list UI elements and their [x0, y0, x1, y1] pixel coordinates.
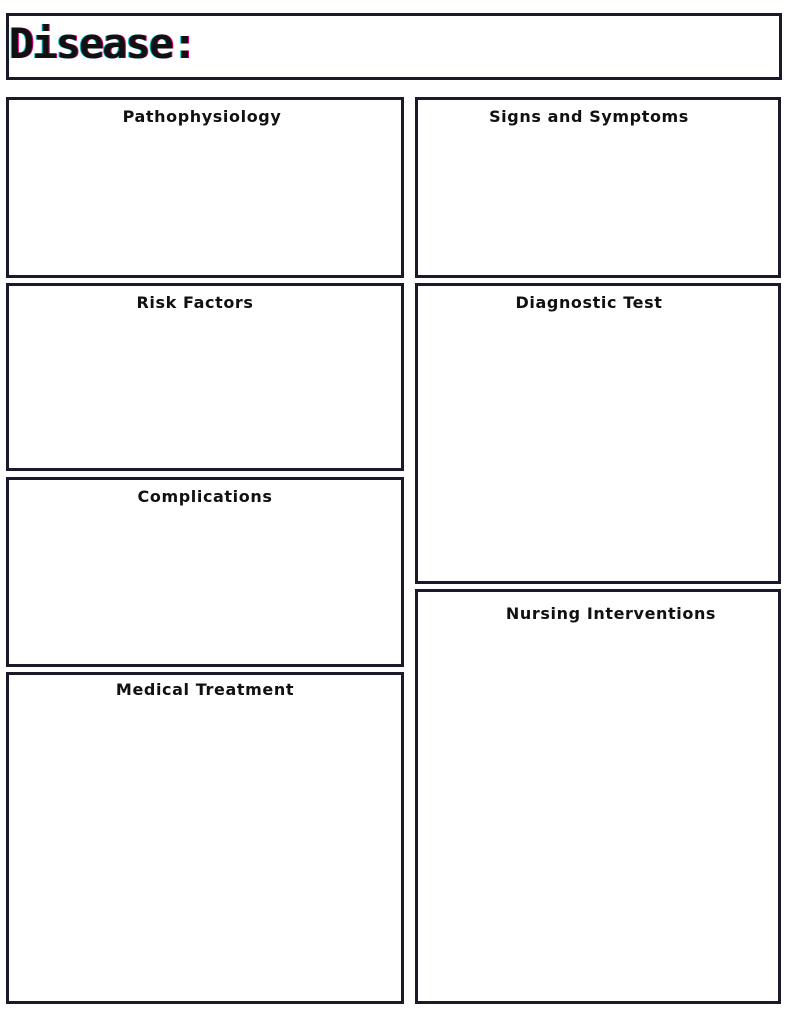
risk-factors-box[interactable]: [6, 283, 404, 471]
medical-treatment-box[interactable]: [6, 672, 404, 1004]
diagnostic-test-heading: Diagnostic Test: [515, 293, 663, 312]
pathophysiology-box[interactable]: [6, 97, 404, 278]
disease-label: Disease:: [9, 19, 196, 68]
disease-field[interactable]: [6, 13, 782, 80]
risk-factors-heading: Risk Factors: [136, 293, 254, 312]
pathophysiology-heading: Pathophysiology: [122, 107, 282, 126]
nursing-interventions-heading: Nursing Interventions: [505, 604, 717, 623]
complications-box[interactable]: [6, 477, 404, 667]
complications-heading: Complications: [137, 487, 273, 506]
signs-and-symptoms-box[interactable]: [415, 97, 781, 278]
signs-and-symptoms-heading: Signs and Symptoms: [489, 107, 689, 126]
nursing-interventions-box[interactable]: [415, 589, 781, 1004]
medical-treatment-heading: Medical Treatment: [115, 680, 295, 699]
diagnostic-test-box[interactable]: [415, 283, 781, 584]
